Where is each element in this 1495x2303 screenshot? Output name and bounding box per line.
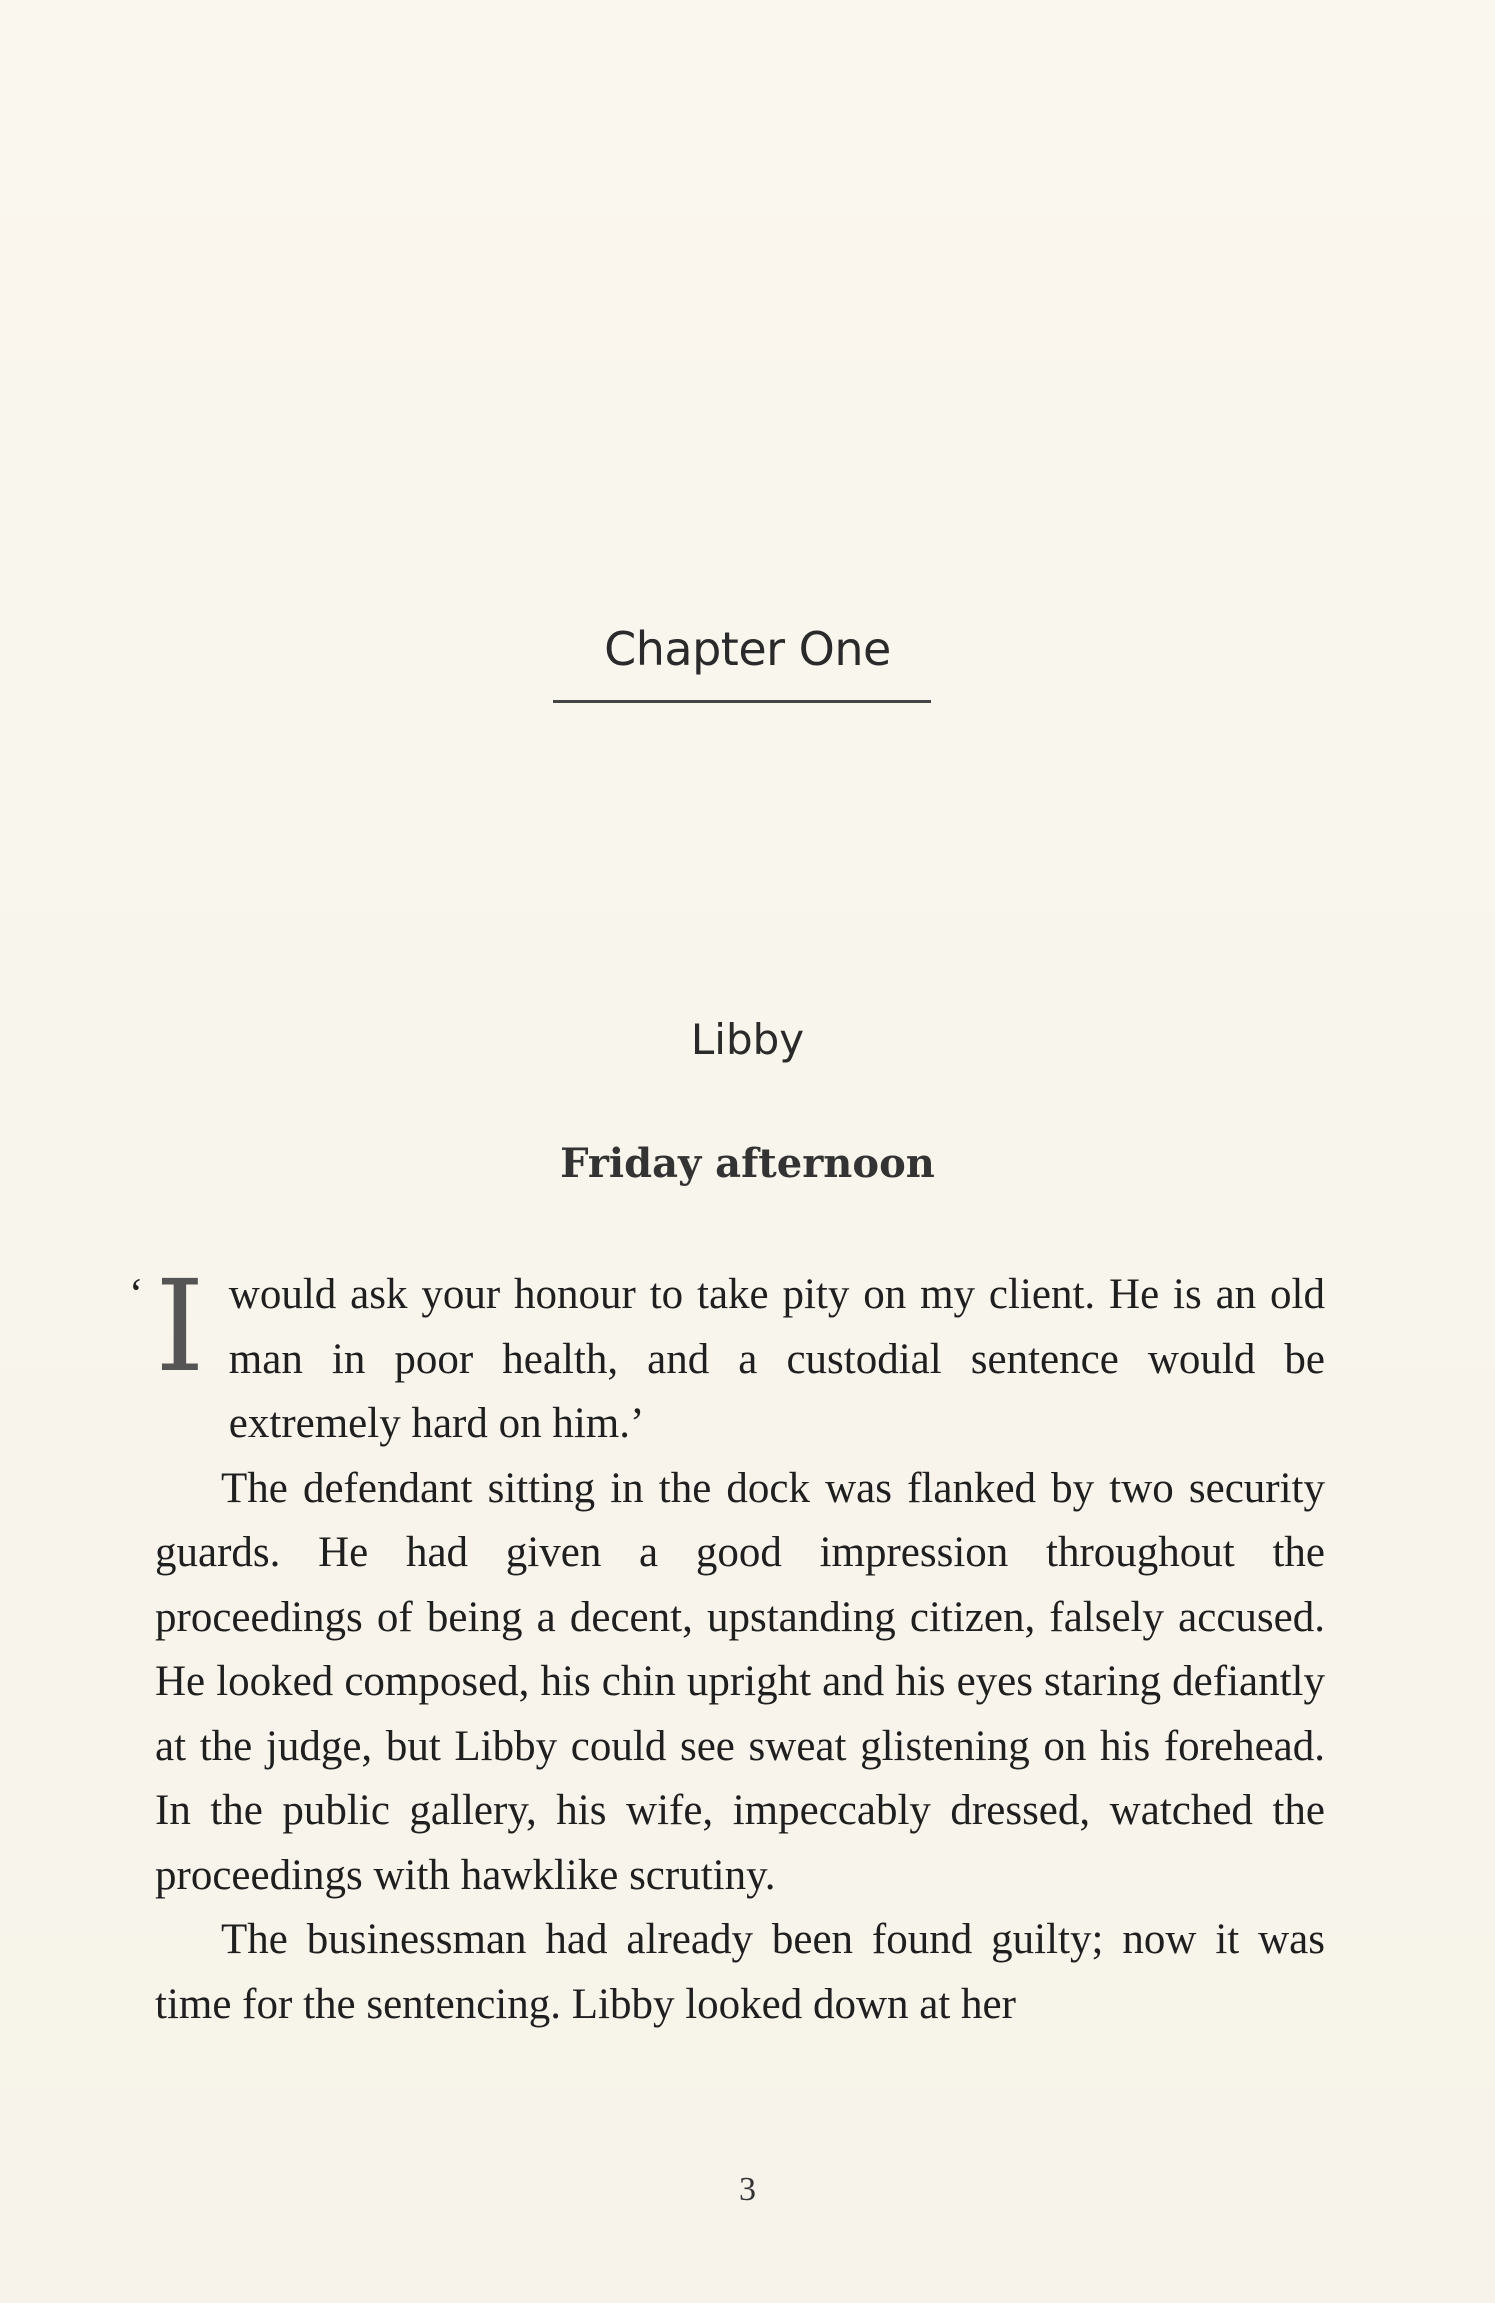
chapter-title-rule <box>553 700 931 703</box>
body-paragraph-1 <box>129 1253 1325 1457</box>
body-paragraph-3: The businessman had already been found guilty; now it was time for the sentencing. Libby looked down at her <box>155 1916 1325 2028</box>
drop-cap-letter: I <box>155 1253 205 1400</box>
body-paragraph-2: The defendant sitting in the dock was flanked by two security guards. He had given a good impression throughout the proceedings of being a decent, upstanding citizen, falsely accused. He looked composed, his chin upright and his eyes staring defiantly at the judge, but Libby could see sweat glistening on his forehead. In the public gallery, his wife, impeccably dressed, watched the proceedings with hawklike scrutiny. <box>155 1464 1325 1899</box>
chapter-body <box>129 1253 1325 2037</box>
opening-quote-mark: ‘ <box>129 1271 144 1318</box>
chapter-title: Chapter One <box>604 622 891 676</box>
paragraph-1-text: would ask your honour to take pity on my client. He is an old man in poor health, and a custodial sentence would be extremely hard on him.’ <box>228 1271 1325 1447</box>
time-subheading: Friday afternoon <box>560 1140 935 1187</box>
page-number: 3 <box>739 2171 756 2208</box>
pov-character-heading: Libby <box>690 1015 805 1064</box>
